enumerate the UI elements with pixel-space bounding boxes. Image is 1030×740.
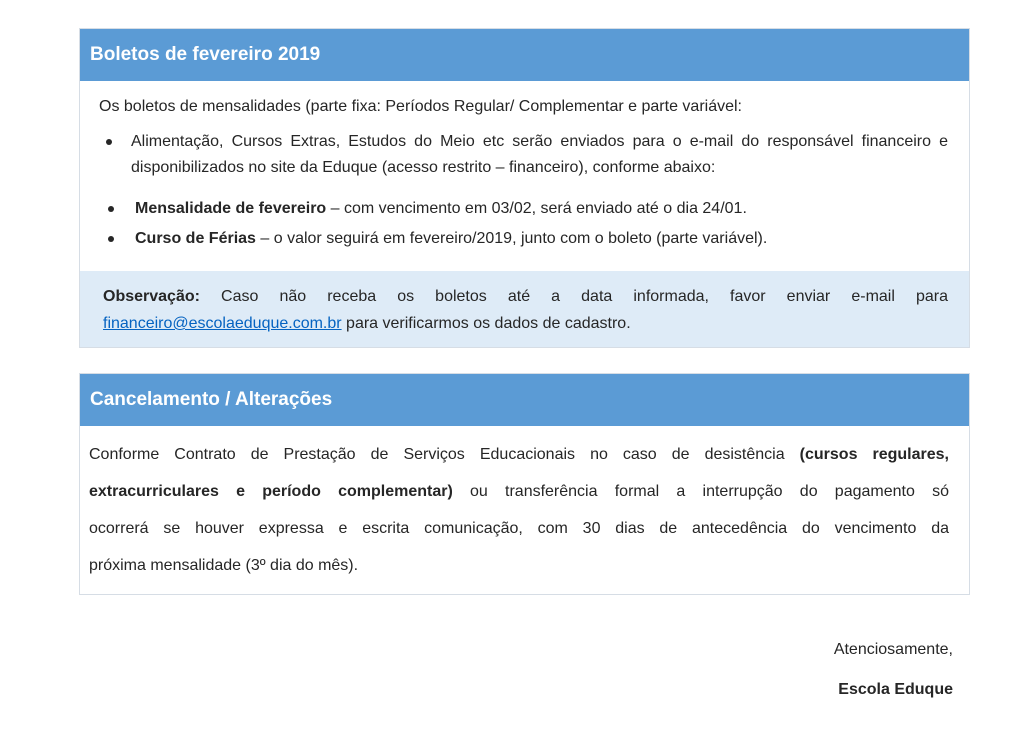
paragraph-line: ocorrerá se houver expressa e escrita comunicação, com 30 dias de antecedência do vencimento da [89, 520, 949, 537]
paragraph-line: próxima mensalidade (3º dia do mês). [89, 557, 359, 574]
bullet-bold-text: Curso de Férias [135, 230, 256, 247]
boletos-section-title: Boletos de fevereiro 2019 [80, 29, 969, 81]
observation-line [103, 283, 948, 310]
observation-label: Observação: [103, 288, 200, 305]
cancelamento-section-title: Cancelamento / Alterações [80, 374, 969, 426]
email-link[interactable]: financeiro@escolaeduque.com.br [103, 315, 342, 332]
cancelamento-paragraph [89, 436, 949, 584]
closing-block [834, 630, 953, 710]
observation-text-after: para verificarmos os dados de cadastro. [341, 315, 631, 332]
bullet-text: – com vencimento em 03/02, será enviado até o dia 24/01. [326, 200, 747, 217]
paragraph-text: ou transferência formal a interrupção do pagamento só [452, 483, 949, 500]
observation-text: Caso não receba os boletos até a data informada, favor enviar e-mail para [199, 288, 948, 305]
bullet-dot-icon [106, 139, 112, 145]
bullet-bold-text: Mensalidade de fevereiro [135, 200, 327, 217]
bullet-text: Alimentação, Cursos Extras, Estudos do Meio etc serão enviados para o e-mail do responsável financeiro e disponibilizados no site da Eduque (acesso restrito – financeiro), conforme abaixo: [131, 133, 948, 176]
closing-signature: Escola Eduque [838, 681, 953, 698]
paragraph-line [89, 473, 949, 510]
boletos-intro: Os boletos de mensalidades (parte fixa: Períodos Regular/ Complementar e parte variável: [99, 98, 742, 115]
paragraph-bold-text: (cursos regulares, [799, 446, 949, 463]
bullet-text: – o valor seguirá em fevereiro/2019, junto com o boleto (parte variável). [255, 230, 768, 247]
paragraph-line [89, 436, 949, 473]
list-item [100, 226, 948, 252]
closing-greeting: Atenciosamente, [833, 641, 953, 658]
boletos-bullet-list [100, 129, 948, 252]
paragraph-text: Conforme Contrato de Prestação de Serviços Educacionais no caso de desistência [89, 446, 800, 463]
cancelamento-section [79, 373, 970, 595]
list-item [100, 129, 948, 181]
bullet-dot-icon [108, 236, 114, 242]
boletos-section [79, 28, 970, 348]
bullet-dot-icon [108, 206, 114, 212]
observation-line [103, 310, 948, 337]
paragraph-bold-text: extracurriculares e período complementar) [89, 483, 453, 500]
observation-box [80, 271, 969, 347]
list-item [100, 196, 948, 222]
